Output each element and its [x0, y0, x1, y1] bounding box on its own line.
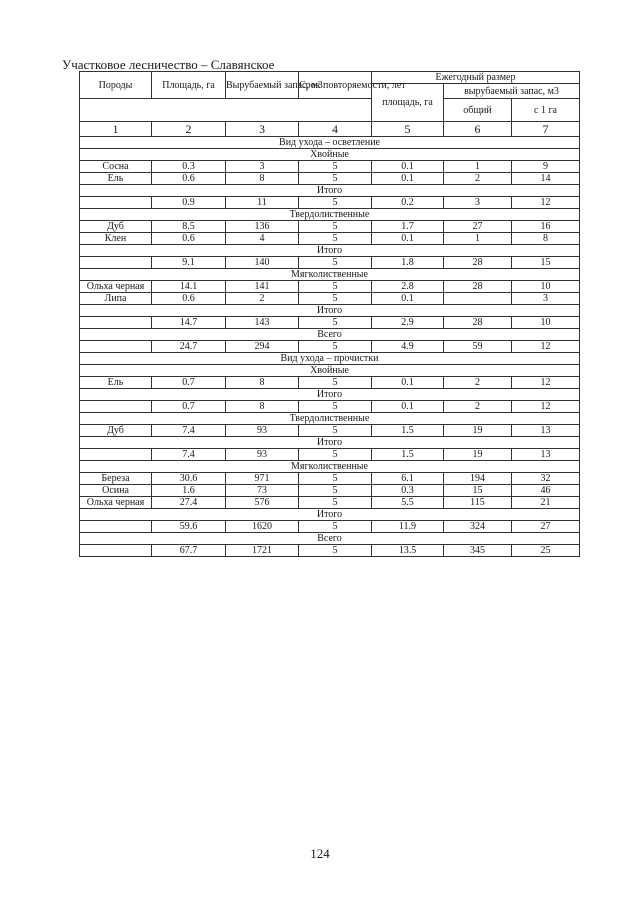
value-cell: 1.5 — [372, 425, 444, 437]
section-row — [80, 245, 580, 257]
value-cell: 0.6 — [152, 233, 226, 245]
value-cell: 30.6 — [152, 473, 226, 485]
value-cell: 46 — [512, 485, 580, 497]
forest-care-table — [79, 71, 580, 557]
value-cell: 1 — [444, 233, 512, 245]
value-cell: 93 — [226, 425, 299, 437]
species-cell — [80, 341, 152, 353]
value-cell: 5 — [299, 161, 372, 173]
value-cell: 9.1 — [152, 257, 226, 269]
col-number: 6 — [444, 122, 512, 137]
section-row — [80, 137, 580, 149]
value-cell: 5 — [299, 425, 372, 437]
value-cell: 12 — [512, 341, 580, 353]
section-label: Мягколиственные — [80, 269, 580, 281]
value-cell: 5 — [299, 497, 372, 509]
value-cell: 2.8 — [372, 281, 444, 293]
value-cell: 27.4 — [152, 497, 226, 509]
species-cell: Береза — [80, 473, 152, 485]
value-cell: 19 — [444, 425, 512, 437]
value-cell: 5 — [299, 377, 372, 389]
header-annual-per-ha: с 1 га — [512, 99, 580, 122]
section-row — [80, 509, 580, 521]
table-row — [80, 545, 580, 557]
table-row — [80, 221, 580, 233]
section-label: Твердолиственные — [80, 209, 580, 221]
section-label: Всего — [80, 533, 580, 545]
value-cell: 5 — [299, 341, 372, 353]
value-cell: 14 — [512, 173, 580, 185]
value-cell: 0.6 — [152, 293, 226, 305]
value-cell: 16 — [512, 221, 580, 233]
species-cell: Ель — [80, 173, 152, 185]
value-cell: 1620 — [226, 521, 299, 533]
value-cell: 324 — [444, 521, 512, 533]
value-cell: 9 — [512, 161, 580, 173]
value-cell: 1 — [444, 161, 512, 173]
section-label: Мягколиственные — [80, 461, 580, 473]
section-label: Хвойные — [80, 365, 580, 377]
section-row — [80, 365, 580, 377]
value-cell: 24.7 — [152, 341, 226, 353]
species-cell — [80, 521, 152, 533]
column-numbers-row — [80, 122, 580, 137]
value-cell: 19 — [444, 449, 512, 461]
value-cell: 28 — [444, 317, 512, 329]
value-cell: 115 — [444, 497, 512, 509]
species-cell — [80, 257, 152, 269]
species-cell: Дуб — [80, 425, 152, 437]
species-cell: Дуб — [80, 221, 152, 233]
value-cell: 143 — [226, 317, 299, 329]
value-cell: 5 — [299, 449, 372, 461]
table-body — [80, 137, 580, 557]
value-cell: 15 — [444, 485, 512, 497]
value-cell: 136 — [226, 221, 299, 233]
table-row — [80, 257, 580, 269]
value-cell: 28 — [444, 281, 512, 293]
value-cell: 1.5 — [372, 449, 444, 461]
value-cell: 194 — [444, 473, 512, 485]
table-row — [80, 161, 580, 173]
section-label: Вид ухода – осветление — [80, 137, 580, 149]
table-row — [80, 341, 580, 353]
header-stock: Вырубаемый запас, м3 — [226, 72, 299, 99]
section-row — [80, 437, 580, 449]
value-cell: 971 — [226, 473, 299, 485]
section-label: Всего — [80, 329, 580, 341]
forestry-title: Участковое лесничество – Славянское — [62, 57, 275, 72]
section-label: Итого — [80, 245, 580, 257]
value-cell: 4.9 — [372, 341, 444, 353]
section-row — [80, 305, 580, 317]
value-cell: 59.6 — [152, 521, 226, 533]
value-cell: 1.8 — [372, 257, 444, 269]
header-spacer — [80, 99, 372, 122]
value-cell: 0.1 — [372, 401, 444, 413]
value-cell: 5 — [299, 197, 372, 209]
header-annual-area: площадь, га — [372, 84, 444, 122]
section-row — [80, 353, 580, 365]
value-cell: 28 — [444, 257, 512, 269]
table-row — [80, 401, 580, 413]
table-row — [80, 281, 580, 293]
value-cell: 6.1 — [372, 473, 444, 485]
value-cell: 13 — [512, 449, 580, 461]
value-cell: 27 — [512, 521, 580, 533]
header-annual-total: общий — [444, 99, 512, 122]
section-label: Итого — [80, 437, 580, 449]
value-cell: 3 — [512, 293, 580, 305]
col-number: 4 — [299, 122, 372, 137]
value-cell: 3 — [226, 161, 299, 173]
value-cell: 5 — [299, 233, 372, 245]
value-cell: 7.4 — [152, 425, 226, 437]
value-cell: 4 — [226, 233, 299, 245]
header-annual: Ежегодный размер — [372, 72, 580, 84]
section-label: Итого — [80, 509, 580, 521]
species-cell: Осина — [80, 485, 152, 497]
value-cell: 0.1 — [372, 161, 444, 173]
value-cell: 5 — [299, 281, 372, 293]
value-cell: 5 — [299, 221, 372, 233]
value-cell: 11.9 — [372, 521, 444, 533]
value-cell: 8.5 — [152, 221, 226, 233]
value-cell: 0.9 — [152, 197, 226, 209]
page-number: 124 — [310, 846, 330, 861]
value-cell: 0.3 — [372, 485, 444, 497]
section-row — [80, 389, 580, 401]
section-label: Итого — [80, 305, 580, 317]
table-row — [80, 317, 580, 329]
value-cell: 5 — [299, 401, 372, 413]
species-cell: Клен — [80, 233, 152, 245]
value-cell: 73 — [226, 485, 299, 497]
col-number: 7 — [512, 122, 580, 137]
table-row — [80, 425, 580, 437]
value-cell: 5 — [299, 173, 372, 185]
section-row — [80, 209, 580, 221]
value-cell: 12 — [512, 377, 580, 389]
value-cell: 11 — [226, 197, 299, 209]
value-cell: 5 — [299, 257, 372, 269]
species-cell: Сосна — [80, 161, 152, 173]
species-cell — [80, 317, 152, 329]
value-cell: 2 — [444, 377, 512, 389]
species-cell — [80, 401, 152, 413]
col-number: 3 — [226, 122, 299, 137]
value-cell: 32 — [512, 473, 580, 485]
value-cell: 12 — [512, 401, 580, 413]
value-cell: 25 — [512, 545, 580, 557]
value-cell: 8 — [226, 401, 299, 413]
value-cell: 14.7 — [152, 317, 226, 329]
value-cell: 14.1 — [152, 281, 226, 293]
section-row — [80, 185, 580, 197]
value-cell: 2.9 — [372, 317, 444, 329]
value-cell: 2 — [226, 293, 299, 305]
value-cell: 141 — [226, 281, 299, 293]
value-cell: 59 — [444, 341, 512, 353]
value-cell: 5 — [299, 293, 372, 305]
value-cell: 0.7 — [152, 401, 226, 413]
value-cell: 5.5 — [372, 497, 444, 509]
table-row — [80, 497, 580, 509]
section-label: Итого — [80, 185, 580, 197]
section-row — [80, 533, 580, 545]
table-row — [80, 173, 580, 185]
species-cell: Липа — [80, 293, 152, 305]
value-cell: 21 — [512, 497, 580, 509]
value-cell — [444, 293, 512, 305]
species-cell — [80, 197, 152, 209]
section-row — [80, 461, 580, 473]
value-cell: 8 — [226, 377, 299, 389]
table-row — [80, 521, 580, 533]
value-cell: 0.1 — [372, 173, 444, 185]
table-row — [80, 377, 580, 389]
species-cell: Ольха черная — [80, 281, 152, 293]
value-cell: 10 — [512, 281, 580, 293]
value-cell: 294 — [226, 341, 299, 353]
value-cell: 1.7 — [372, 221, 444, 233]
value-cell: 12 — [512, 197, 580, 209]
section-label: Твердолиственные — [80, 413, 580, 425]
value-cell: 0.1 — [372, 377, 444, 389]
col-number: 1 — [80, 122, 152, 137]
value-cell: 13.5 — [372, 545, 444, 557]
header-species: Породы — [80, 72, 152, 99]
value-cell: 2 — [444, 401, 512, 413]
value-cell: 0.1 — [372, 233, 444, 245]
value-cell: 0.6 — [152, 173, 226, 185]
section-row — [80, 269, 580, 281]
header-area: Площадь, га — [152, 72, 226, 99]
section-row — [80, 413, 580, 425]
section-row — [80, 149, 580, 161]
table-row — [80, 473, 580, 485]
species-cell — [80, 545, 152, 557]
value-cell: 67.7 — [152, 545, 226, 557]
section-label: Итого — [80, 389, 580, 401]
value-cell: 5 — [299, 485, 372, 497]
value-cell: 13 — [512, 425, 580, 437]
species-cell — [80, 449, 152, 461]
table-row — [80, 233, 580, 245]
value-cell: 576 — [226, 497, 299, 509]
value-cell: 0.3 — [152, 161, 226, 173]
table-row — [80, 293, 580, 305]
value-cell: 140 — [226, 257, 299, 269]
value-cell: 1721 — [226, 545, 299, 557]
value-cell: 93 — [226, 449, 299, 461]
header-annual-stock: вырубаемый запас, м3 — [444, 84, 580, 99]
section-row — [80, 329, 580, 341]
value-cell: 7.4 — [152, 449, 226, 461]
value-cell: 3 — [444, 197, 512, 209]
value-cell: 15 — [512, 257, 580, 269]
value-cell: 0.2 — [372, 197, 444, 209]
value-cell: 8 — [226, 173, 299, 185]
value-cell: 27 — [444, 221, 512, 233]
value-cell: 10 — [512, 317, 580, 329]
section-label: Вид ухода – прочистки — [80, 353, 580, 365]
value-cell: 8 — [512, 233, 580, 245]
species-cell: Ель — [80, 377, 152, 389]
header-repeat: Срок повторяемости, лет — [299, 72, 372, 99]
col-number: 2 — [152, 122, 226, 137]
value-cell: 5 — [299, 317, 372, 329]
value-cell: 5 — [299, 545, 372, 557]
value-cell: 345 — [444, 545, 512, 557]
table-row — [80, 197, 580, 209]
value-cell: 2 — [444, 173, 512, 185]
value-cell: 0.7 — [152, 377, 226, 389]
species-cell: Ольха черная — [80, 497, 152, 509]
table-row — [80, 485, 580, 497]
section-label: Хвойные — [80, 149, 580, 161]
value-cell: 0.1 — [372, 293, 444, 305]
table-row — [80, 449, 580, 461]
value-cell: 5 — [299, 521, 372, 533]
col-number: 5 — [372, 122, 444, 137]
value-cell: 5 — [299, 473, 372, 485]
value-cell: 1.6 — [152, 485, 226, 497]
